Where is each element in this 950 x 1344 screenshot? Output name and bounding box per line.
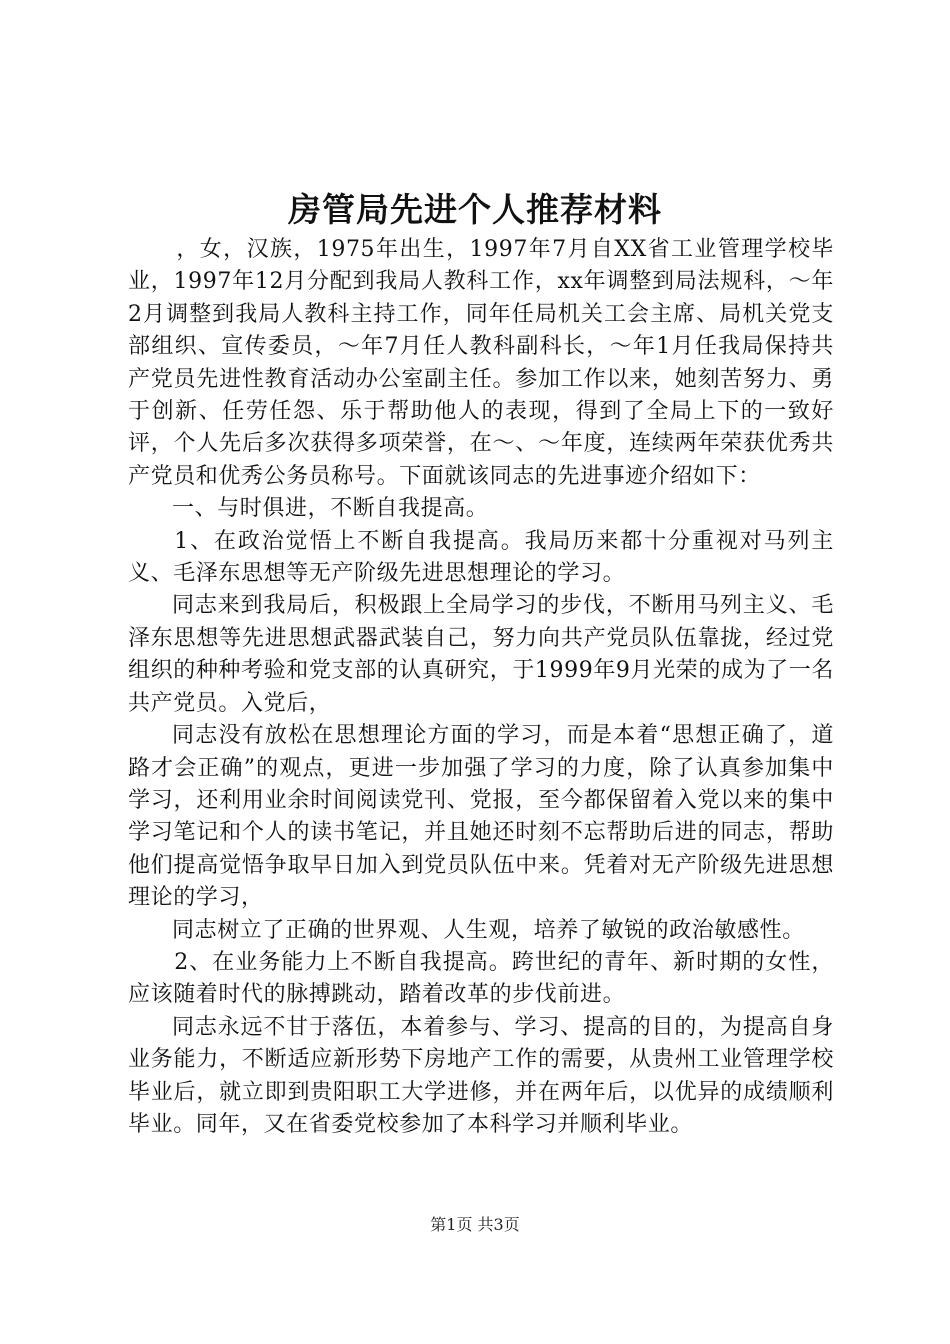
paragraph-item-1: 1、在政治觉悟上不断自我提高。我局历来都十分重视对马列主义、毛泽东思想等无产阶级先进思想理论的学习。 [128, 528, 834, 587]
section-heading-1: 一、与时俱进，不断自我提高。 [172, 496, 489, 522]
paragraph-item-2: 2、在业务能力上不断自我提高。跨世纪的青年、新时期的女性，应该随着时代的脉搏跳动，踏着改革的步伐前进。 [128, 949, 834, 1008]
paragraph-intro: ，女，汉族，1975年出生，1997年7月自XX省工业管理学校毕业，1997年12月分配到我局人教科工作，xx年调整到局法规科，～年2月调整到我局人教科主持工作，同年任局机关工会主席、局机关党支部组织、宣传委员，～年7月任人教科副科长，～年1月任我局保持共产党员先进性教育活动办公室副主任。参加工作以来，她刻苦努力、勇于创新、任劳任怨、乐于帮助他人的表现，得到了全局上下的一致好评，个人先后多次获得多项荣誉，在～、～年度，连续两年荣获优秀共产党员和优秀公务员称号。下面就该同志的先进事迹介绍如下： [128, 237, 834, 489]
paragraph: 同志来到我局后，积极跟上全局学习的步伐，不断用马列主义、毛泽东思想等先进思想武器武装自己，努力向共产党员队伍靠拢，经过党组织的种种考验和党支部的认真研究，于1999年9月光荣的成为了一名共产党员。入党后， [128, 593, 834, 716]
paragraph: 同志树立了正确的世界观、人生观，培养了敏锐的政治敏感性。 [172, 917, 805, 943]
document-title: 房管局先进个人推荐材料 [288, 190, 662, 229]
paragraph: 同志没有放松在思想理论方面的学习，而是本着“思想正确了，道路才会正确”的观点，更进一步加强了学习的力度，除了认真参加集中学习，还利用业余时间阅读党刊、党报，至今都保留着入党以来的集中学习笔记和个人的读书笔记，并且她还时刻不忘帮助后进的同志，帮助他们提高觉悟争取早日加入到党员队伍中来。凭着对无产阶级先进思想理论的学习， [128, 723, 834, 911]
page-footer: 第1页 共3页 [430, 1215, 520, 1234]
document-body [128, 234, 834, 1141]
paragraph: 同志永远不甘于落伍，本着参与、学习、提高的目的，为提高自身业务能力，不断适应新形势下房地产工作的需要，从贵州工业管理学校毕业后，就立即到贵阳职工大学进修，并在两年后，以优异的成绩顺利毕业。同年，又在省委党校参加了本科学习并顺利毕业。 [128, 1014, 834, 1137]
